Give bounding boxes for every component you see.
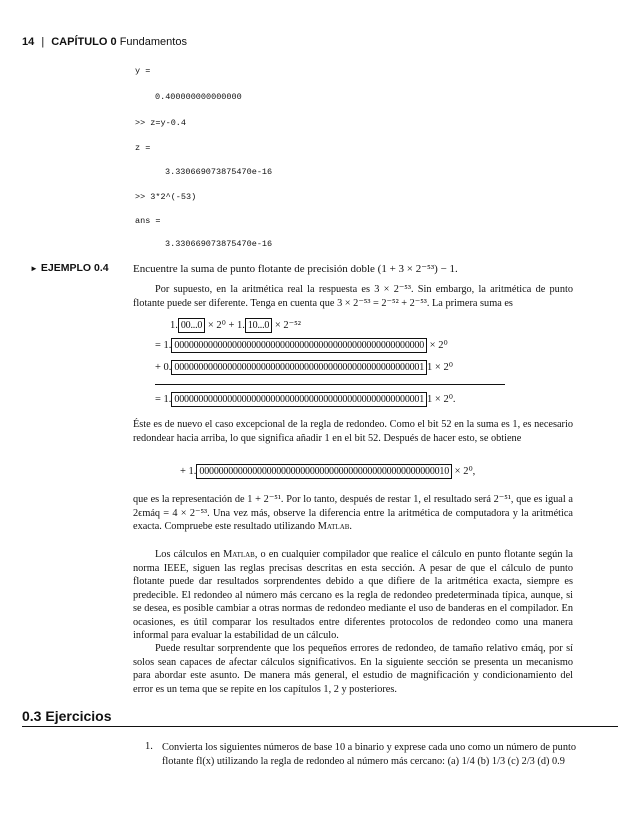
sum-divider <box>155 384 505 385</box>
code-ans-label: ans = <box>135 216 161 226</box>
code-ans-value: 3.330669073875470e-16 <box>165 239 273 249</box>
sum-line-2 <box>155 338 448 353</box>
code-z-label: z = <box>135 143 151 153</box>
sum-line-1-exp: × 2⁻⁵² <box>274 320 301 331</box>
header-separator: | <box>41 36 45 48</box>
sum-line-1-mid: × 2⁰ + 1. <box>207 320 245 331</box>
representation-text: que es la representación de 1 + 2⁻⁵¹. Por lo tanto, después de restar 1, el resultado será 2⁻⁵¹, que es igual a 2ϵmáq = 4 × 2⁻⁵³. Una vez más, observe la diferencia entre la aritmética de computadora y la aritmética exacta. Compruebe este resultado utilizando <box>133 494 573 532</box>
calc-start: Los cálculos en <box>155 549 221 560</box>
sum-line-1-prefix: 1. <box>170 320 178 331</box>
result-line <box>180 464 475 479</box>
paragraph-round: Éste es de nuevo el caso excepcional de la regla de redondeo. Como el bit 52 en la suma es 1, es necesario redondear hacia arriba, lo que significa añadir 1 en el bit 52. Después de hacer esto, se obtiene <box>133 419 573 444</box>
mantissa-box: 0000000000000000000000000000000000000000000000000000 <box>171 338 427 353</box>
chapter-label: CAPÍTULO 0 <box>51 36 117 48</box>
paragraph-surprise: Puede resultar sorprendente que los pequeños errores de redondeo, de tamaño relativo ϵmáq, por sí solos sean capaces de afectar cálculos significativos. En la siguiente sección se presenta un mecanismo para abordar este asunto. De manera más general, el estudio de magnificación y condicionamiento del error es un tema que se repite en los capítulos 1, 2 y posteriores. <box>133 643 573 695</box>
code-y-label: y = <box>135 66 151 76</box>
sum-line-2-prefix: = 1. <box>155 340 172 351</box>
matlab-term: Matlab <box>223 549 255 560</box>
matlab-term: Matlab. <box>317 521 353 532</box>
example-marker-icon: ► <box>30 264 38 273</box>
code-z-command: >> z=y-0.4 <box>135 118 187 128</box>
mantissa-box: 0000000000000000000000000000000000000000000000000010 <box>196 464 452 479</box>
code-z-value: 3.330669073875470e-16 <box>165 167 273 177</box>
page-header <box>22 36 187 48</box>
example-label: EJEMPLO 0.4 <box>40 262 109 274</box>
paragraph-calculations <box>133 548 573 643</box>
code-ans-command: >> 3*2^(-53) <box>135 192 197 202</box>
sum-line-4-prefix: = 1. <box>155 394 172 405</box>
section-divider <box>22 726 618 727</box>
paragraph-representation <box>133 493 573 534</box>
exercise-number: 1. <box>145 741 153 752</box>
section-title: 0.3 Ejercicios <box>22 708 112 724</box>
example-heading <box>30 262 109 274</box>
mantissa-box: 10...0 <box>245 318 272 333</box>
example-statement: Encuentre la suma de punto flotante de precisión doble (1 + 3 × 2⁻⁵³) − 1. <box>133 263 458 275</box>
sum-line-1 <box>170 318 301 333</box>
code-y-value: 0.400000000000000 <box>155 92 242 102</box>
sum-line-3-prefix: + 0. <box>155 362 172 373</box>
sum-line-3 <box>155 360 453 375</box>
page-number: 14 <box>22 36 35 48</box>
sum-line-4-exp: 1 × 2⁰. <box>427 394 456 405</box>
mantissa-box: 0000000000000000000000000000000000000000000000000001 <box>171 360 427 375</box>
calc-rest: , o en cualquier compilador que realice el cálculo en punto flotante según la norma IEEE, siguen las reglas precisas descritas en esta sección. A pesar de que el cálculo de punto flotante puede dar resultados sorprendentes debido a que difiere de la aritmética exacta, siempre es predecible. El redondeo al número más cercano es la regla de redondeo predeterminada típica, aunque, si se desea, es posible cambiar a otras normas de redondeo mediante el uso de banderas en el compilador. En ocasiones, es útil comparar los resultados entre diferentes protocolos de redondeo como una manera informal para evaluar la estabilidad de un cálculo. <box>133 549 573 641</box>
mantissa-box: 0000000000000000000000000000000000000000000000000001 <box>171 392 427 407</box>
chapter-title: Fundamentos <box>119 36 187 48</box>
sum-line-3-exp: 1 × 2⁰ <box>427 362 453 373</box>
mantissa-box: 00...0 <box>178 318 205 333</box>
sum-line-2-exp: × 2⁰ <box>429 340 448 351</box>
exercise-text: Convierta los siguientes números de base 10 a binario y exprese cada uno como un número de punto flotante fl(x) utilizando la regla de redondeo al número más cercano: (a) 1/4 (b) 1/3 (c) 2/3 (d) 0.9 <box>162 742 576 767</box>
result-prefix: + 1. <box>180 466 197 477</box>
sum-line-4 <box>155 392 456 407</box>
example-intro: Por supuesto, en la aritmética real la respuesta es 3 × 2⁻⁵³. Sin embargo, la aritmética de punto flotante puede ser diferente. Tenga en cuenta que 3 × 2⁻⁵³ = 2⁻⁵² + 2⁻⁵³. La primera suma es <box>133 284 573 309</box>
result-exp: × 2⁰, <box>454 466 476 477</box>
